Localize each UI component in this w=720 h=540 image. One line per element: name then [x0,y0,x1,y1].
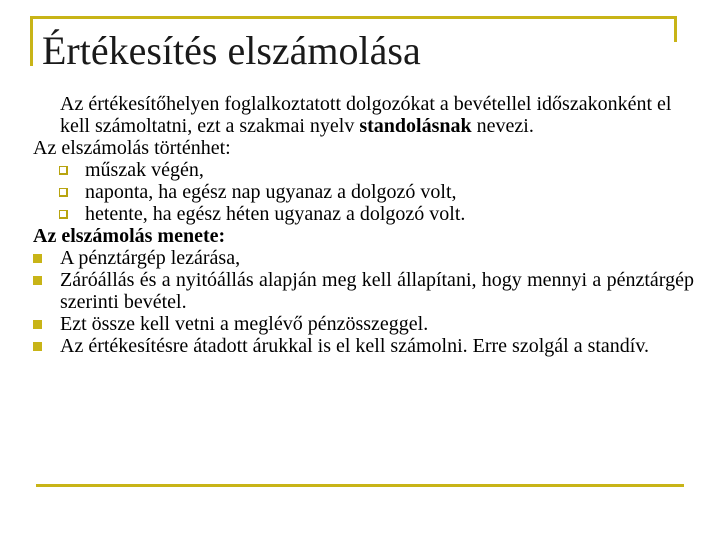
hollow-square-bullet-icon [59,166,67,174]
filled-square-bullet-icon [33,320,42,329]
process-heading [33,225,694,247]
intro-paragraph [33,93,694,137]
timing-item-label: naponta, ha egész nap ugyanaz a dolgozó volt, [85,181,457,203]
intro-bold-term: standolásnak [359,115,472,137]
list-item [33,313,694,335]
timing-heading: Az elszámolás történhet: [33,137,231,159]
slide-title: Értékesítés elszámolása [42,28,421,73]
filled-square-bullet-icon [33,276,42,285]
process-item-label: Ezt össze kell vetni a meglévő pénzösszeggel. [60,313,429,335]
filled-square-bullet-icon [33,342,42,351]
process-item-label: Az értékesítésre átadott árukkal is el kell számolni. Erre szolgál a standív. [60,335,650,357]
list-item [33,181,694,203]
process-item-label: A pénztárgép lezárása, [60,247,241,269]
timing-item-label: műszak végén, [85,159,204,181]
list-item [33,335,694,357]
title-frame-right-rule [674,16,677,42]
list-item [33,269,694,313]
list-item [33,159,694,181]
list-item [33,247,694,269]
title-frame-top-rule [30,16,677,19]
footer-rule [36,484,684,487]
list-item [33,203,694,225]
timing-item-label: hetente, ha egész héten ugyanaz a dolgozó volt. [85,203,466,225]
hollow-square-bullet-icon [59,210,67,218]
process-item-label: Záróállás és a nyitóállás alapján meg kell állapítani, hogy mennyi a pénztárgép szerinti bevétel. [60,269,694,313]
slide-body [33,93,694,357]
intro-text-end: nevezi. [471,115,534,137]
intro-text: Az értékesítőhelyen foglalkoztatott dolgozókat a bevétellel időszakonként el kell számoltatni, ezt a szakmai nyelv [60,93,672,137]
hollow-square-bullet-icon [59,188,67,196]
process-heading-text: Az elszámolás menete: [33,225,226,247]
filled-square-bullet-icon [33,254,42,263]
title-frame-left-rule [30,16,33,66]
